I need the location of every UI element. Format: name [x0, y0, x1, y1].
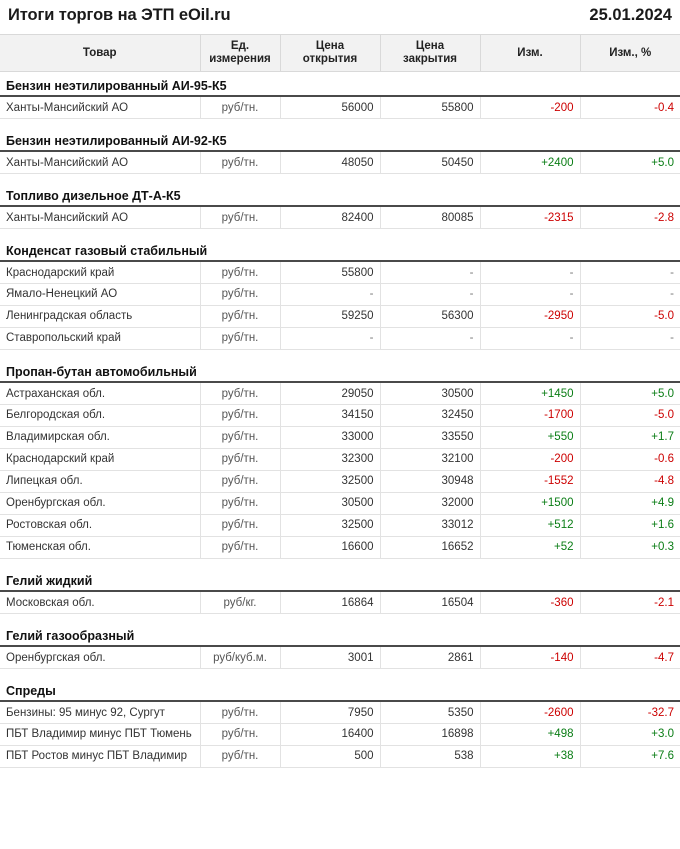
- cell-close-price: 55800: [380, 96, 480, 118]
- group-spacer: [0, 349, 680, 358]
- unit-header-line2: измерения: [209, 53, 271, 66]
- cell-close-price: 16652: [380, 536, 480, 558]
- cell-change-pct: -4.7: [580, 646, 680, 668]
- column-header-open-price: [280, 35, 380, 72]
- table-row: [0, 305, 680, 327]
- page-header: [0, 0, 680, 34]
- cell-open-price: 16864: [280, 591, 380, 613]
- group-title: Конденсат газовый стабильный: [0, 237, 680, 261]
- table-row: [0, 382, 680, 404]
- group-title: Бензин неэтилированный АИ-92-К5: [0, 127, 680, 151]
- cell-open-price: 59250: [280, 305, 380, 327]
- cell-change: +2400: [480, 151, 580, 173]
- cell-close-price: -: [380, 283, 480, 305]
- cell-change-pct: +1.6: [580, 514, 680, 536]
- table-row: [0, 470, 680, 492]
- cell-unit: руб/куб.м.: [200, 646, 280, 668]
- cell-product-name: Краснодарский край: [0, 448, 200, 470]
- unit-header-line1: Ед.: [230, 40, 250, 52]
- cell-product-name: ПБТ Ростов минус ПБТ Владимир: [0, 745, 200, 767]
- results-table: [0, 34, 680, 768]
- group-header-row: [0, 182, 680, 206]
- cell-close-price: 16504: [380, 591, 480, 613]
- cell-change-pct: -: [580, 327, 680, 349]
- cell-product-name: Ханты-Мансийский АО: [0, 151, 200, 173]
- cell-close-price: 80085: [380, 206, 480, 228]
- group-header-row: [0, 72, 680, 97]
- group-header-row: [0, 358, 680, 382]
- cell-change: -: [480, 261, 580, 283]
- cell-open-price: 500: [280, 745, 380, 767]
- cell-close-price: 16898: [380, 723, 480, 745]
- group-title: Спреды: [0, 677, 680, 701]
- cell-unit: руб/тн.: [200, 151, 280, 173]
- group-title: Бензин неэтилированный АИ-95-К5: [0, 72, 680, 97]
- cell-change: -140: [480, 646, 580, 668]
- group-header-row: [0, 237, 680, 261]
- group-header-row: [0, 567, 680, 591]
- cell-change-pct: -: [580, 283, 680, 305]
- cell-change-pct: -2.1: [580, 591, 680, 613]
- cell-unit: руб/тн.: [200, 283, 280, 305]
- table-row: [0, 426, 680, 448]
- cell-change-pct: +5.0: [580, 382, 680, 404]
- cell-open-price: 55800: [280, 261, 380, 283]
- cell-change-pct: -2.8: [580, 206, 680, 228]
- open-header-line2: открытия: [302, 53, 358, 66]
- cell-product-name: Ставропольский край: [0, 327, 200, 349]
- cell-unit: руб/тн.: [200, 470, 280, 492]
- table-row: [0, 327, 680, 349]
- spacer-cell: [0, 118, 680, 127]
- spacer-cell: [0, 668, 680, 677]
- cell-open-price: 32500: [280, 470, 380, 492]
- cell-open-price: 16400: [280, 723, 380, 745]
- table-row: [0, 448, 680, 470]
- cell-change: +38: [480, 745, 580, 767]
- cell-open-price: 33000: [280, 426, 380, 448]
- cell-change-pct: +7.6: [580, 745, 680, 767]
- spacer-cell: [0, 173, 680, 182]
- cell-unit: руб/тн.: [200, 305, 280, 327]
- cell-close-price: 32450: [380, 404, 480, 426]
- cell-unit: руб/тн.: [200, 382, 280, 404]
- group-spacer: [0, 613, 680, 622]
- cell-product-name: Владимирская обл.: [0, 426, 200, 448]
- cell-product-name: Ленинградская область: [0, 305, 200, 327]
- cell-product-name: Московская обл.: [0, 591, 200, 613]
- cell-close-price: 32000: [380, 492, 480, 514]
- group-title: Пропан-бутан автомобильный: [0, 358, 680, 382]
- spacer-cell: [0, 613, 680, 622]
- cell-change: -200: [480, 448, 580, 470]
- cell-product-name: Краснодарский край: [0, 261, 200, 283]
- cell-product-name: Бензины: 95 минус 92, Сургут: [0, 701, 200, 723]
- group-header-row: [0, 127, 680, 151]
- cell-unit: руб/тн.: [200, 745, 280, 767]
- table-row: [0, 646, 680, 668]
- group-title: Топливо дизельное ДТ-А-К5: [0, 182, 680, 206]
- cell-unit: руб/тн.: [200, 448, 280, 470]
- cell-close-price: 30500: [380, 382, 480, 404]
- group-spacer: [0, 173, 680, 182]
- cell-change: +52: [480, 536, 580, 558]
- column-header-product: Товар: [0, 35, 200, 72]
- cell-change-pct: -: [580, 261, 680, 283]
- cell-product-name: Ханты-Мансийский АО: [0, 96, 200, 118]
- cell-change: +550: [480, 426, 580, 448]
- cell-unit: руб/тн.: [200, 404, 280, 426]
- cell-unit: руб/тн.: [200, 327, 280, 349]
- cell-close-price: 538: [380, 745, 480, 767]
- cell-change-pct: +0.3: [580, 536, 680, 558]
- close-header-line2: закрытия: [403, 53, 457, 66]
- column-header-change-pct: Изм., %: [580, 35, 680, 72]
- group-title: Гелий газообразный: [0, 622, 680, 646]
- cell-open-price: 30500: [280, 492, 380, 514]
- group-spacer: [0, 228, 680, 237]
- cell-close-price: 33550: [380, 426, 480, 448]
- cell-open-price: 16600: [280, 536, 380, 558]
- column-header-unit: [200, 35, 280, 72]
- cell-product-name: Оренбургская обл.: [0, 492, 200, 514]
- table-row: [0, 261, 680, 283]
- cell-open-price: -: [280, 283, 380, 305]
- cell-change-pct: -5.0: [580, 305, 680, 327]
- group-header-row: [0, 677, 680, 701]
- cell-change-pct: -0.6: [580, 448, 680, 470]
- cell-product-name: Оренбургская обл.: [0, 646, 200, 668]
- cell-open-price: 48050: [280, 151, 380, 173]
- cell-change-pct: +3.0: [580, 723, 680, 745]
- cell-unit: руб/тн.: [200, 492, 280, 514]
- cell-unit: руб/тн.: [200, 426, 280, 448]
- cell-product-name: Ханты-Мансийский АО: [0, 206, 200, 228]
- column-header-close-price: [380, 35, 480, 72]
- table-row: [0, 96, 680, 118]
- cell-unit: руб/тн.: [200, 536, 280, 558]
- table-row: [0, 492, 680, 514]
- cell-open-price: 3001: [280, 646, 380, 668]
- cell-close-price: 33012: [380, 514, 480, 536]
- cell-change-pct: -32.7: [580, 701, 680, 723]
- cell-change: -2315: [480, 206, 580, 228]
- group-spacer: [0, 668, 680, 677]
- group-title: Гелий жидкий: [0, 567, 680, 591]
- cell-unit: руб/тн.: [200, 261, 280, 283]
- cell-product-name: ПБТ Владимир минус ПБТ Тюмень: [0, 723, 200, 745]
- cell-close-price: -: [380, 327, 480, 349]
- cell-product-name: Липецкая обл.: [0, 470, 200, 492]
- group-spacer: [0, 558, 680, 567]
- cell-unit: руб/тн.: [200, 96, 280, 118]
- cell-change: -1700: [480, 404, 580, 426]
- cell-change: +1500: [480, 492, 580, 514]
- cell-close-price: 32100: [380, 448, 480, 470]
- cell-open-price: -: [280, 327, 380, 349]
- spacer-cell: [0, 228, 680, 237]
- cell-change: -2600: [480, 701, 580, 723]
- cell-open-price: 56000: [280, 96, 380, 118]
- cell-close-price: 50450: [380, 151, 480, 173]
- cell-unit: руб/тн.: [200, 701, 280, 723]
- page-title: Итоги торгов на ЭТП eOil.ru: [8, 5, 231, 24]
- cell-change: -360: [480, 591, 580, 613]
- cell-product-name: Астраханская обл.: [0, 382, 200, 404]
- cell-open-price: 82400: [280, 206, 380, 228]
- cell-open-price: 34150: [280, 404, 380, 426]
- group-header-row: [0, 622, 680, 646]
- cell-change-pct: -5.0: [580, 404, 680, 426]
- cell-change-pct: +4.9: [580, 492, 680, 514]
- cell-close-price: 2861: [380, 646, 480, 668]
- close-header-line1: Цена: [415, 40, 445, 52]
- cell-unit: руб/тн.: [200, 514, 280, 536]
- table-row: [0, 536, 680, 558]
- cell-change: -: [480, 327, 580, 349]
- cell-open-price: 32500: [280, 514, 380, 536]
- cell-change-pct: +5.0: [580, 151, 680, 173]
- table-row: [0, 591, 680, 613]
- spacer-cell: [0, 349, 680, 358]
- cell-close-price: -: [380, 261, 480, 283]
- table-row: [0, 151, 680, 173]
- table-row: [0, 404, 680, 426]
- table-row: [0, 701, 680, 723]
- cell-change: +1450: [480, 382, 580, 404]
- cell-close-price: 56300: [380, 305, 480, 327]
- cell-change: -1552: [480, 470, 580, 492]
- table-row: [0, 514, 680, 536]
- cell-change: +498: [480, 723, 580, 745]
- spacer-cell: [0, 558, 680, 567]
- table-row: [0, 745, 680, 767]
- cell-open-price: 29050: [280, 382, 380, 404]
- table-row: [0, 206, 680, 228]
- cell-product-name: Ростовская обл.: [0, 514, 200, 536]
- table-header: [0, 35, 680, 72]
- cell-unit: руб/тн.: [200, 206, 280, 228]
- group-spacer: [0, 118, 680, 127]
- report-date: 25.01.2024: [589, 5, 672, 24]
- table-row: [0, 723, 680, 745]
- cell-change-pct: -4.8: [580, 470, 680, 492]
- cell-unit: руб/тн.: [200, 723, 280, 745]
- table-row: [0, 283, 680, 305]
- cell-unit: руб/кг.: [200, 591, 280, 613]
- cell-product-name: Ямало-Ненецкий АО: [0, 283, 200, 305]
- cell-close-price: 30948: [380, 470, 480, 492]
- open-header-line1: Цена: [315, 40, 345, 52]
- cell-change-pct: -0.4: [580, 96, 680, 118]
- table-body: [0, 72, 680, 768]
- cell-open-price: 32300: [280, 448, 380, 470]
- cell-change: -: [480, 283, 580, 305]
- cell-product-name: Тюменская обл.: [0, 536, 200, 558]
- cell-product-name: Белгородская обл.: [0, 404, 200, 426]
- cell-open-price: 7950: [280, 701, 380, 723]
- cell-change: -2950: [480, 305, 580, 327]
- cell-close-price: 5350: [380, 701, 480, 723]
- cell-change: -200: [480, 96, 580, 118]
- column-header-change: Изм.: [480, 35, 580, 72]
- cell-change-pct: +1.7: [580, 426, 680, 448]
- cell-change: +512: [480, 514, 580, 536]
